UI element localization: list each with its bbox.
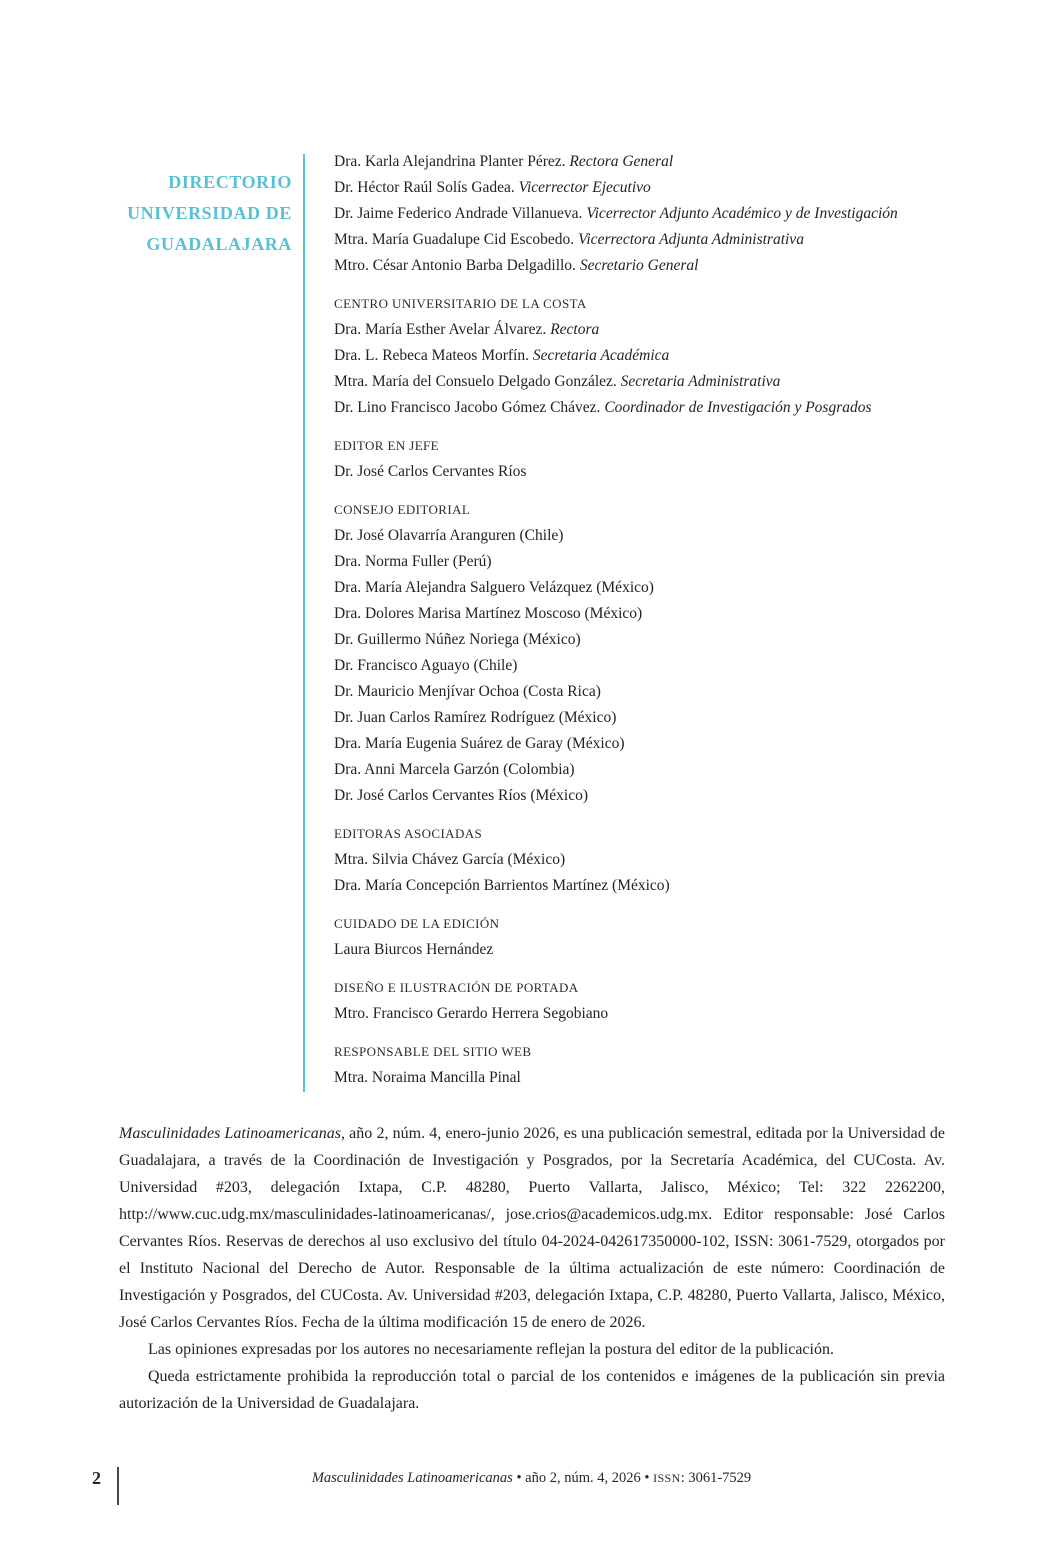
person-role: Vicerrectora Adjunta Administrativa <box>578 231 804 248</box>
directory-entry <box>334 847 982 873</box>
opinions-paragraph: Las opiniones expresadas por los autores no necesariamente reflejan la postura del editor de la publicación. <box>148 1341 834 1358</box>
person-role: Vicerrector Adjunto Académico y de Investigación <box>586 205 898 222</box>
directory-title <box>40 167 292 260</box>
directory-section <box>334 433 982 485</box>
page-number: 2 <box>92 1468 101 1488</box>
person-name: Dra. María Alejandra Salguero Velázquez (México) <box>334 579 654 596</box>
person-role: Coordinador de Investigación y Posgrados <box>604 399 872 416</box>
person-name: Mtra. María Guadalupe Cid Escobedo. <box>334 231 575 248</box>
directory-entry <box>334 1001 982 1027</box>
directory-entry <box>334 395 982 421</box>
person-name: Laura Biurcos Hernández <box>334 941 494 958</box>
person-name: Dr. Héctor Raúl Solís Gadea. <box>334 179 515 196</box>
journal-name: Masculinidades Latinoamericanas <box>119 1125 341 1142</box>
directory-entry <box>334 343 982 369</box>
directory-title-line-1: DIRECTORIO <box>168 172 292 192</box>
person-role: Rectora <box>550 321 600 338</box>
directory-section <box>334 1039 982 1091</box>
footer-journal-name: Masculinidades Latinoamericanas <box>311 1470 513 1486</box>
person-name: Dra. María Concepción Barrientos Martínez (México) <box>334 877 670 894</box>
directory-entry <box>334 523 982 549</box>
footer-issn-value: : 3061-7529 <box>680 1470 752 1486</box>
directory-entry <box>334 601 982 627</box>
directory-entry <box>334 149 982 175</box>
directory-section <box>334 149 982 279</box>
person-name: Dr. Francisco Aguayo (Chile) <box>334 657 518 674</box>
person-name: Dr. Mauricio Menjívar Ochoa (Costa Rica) <box>334 683 601 700</box>
directory-entry <box>334 627 982 653</box>
section-heading: RESPONSABLE DEL SITIO WEB <box>334 1044 532 1059</box>
directory-entry <box>334 679 982 705</box>
person-name: Dra. Karla Alejandrina Planter Pérez. <box>334 153 566 170</box>
person-name: Dr. Jaime Federico Andrade Villanueva. <box>334 205 583 222</box>
section-heading: CONSEJO EDITORIAL <box>334 502 471 517</box>
person-name: Dra. María Eugenia Suárez de Garay (México) <box>334 735 625 752</box>
section-heading: CENTRO UNIVERSITARIO DE LA COSTA <box>334 296 587 311</box>
person-name: Mtro. César Antonio Barba Delgadillo. <box>334 257 576 274</box>
directory-title-line-3: GUADALAJARA <box>146 234 292 254</box>
publication-info-text: , año 2, núm. 4, enero-junio 2026, es una publicación semestral, editada por la Universidad de Guadalajara, a través de la Coordinación de Investigación y Posgrados, por la Secretaría Académica, del CUCosta. Av. Universidad #203, delegación Ixtapa, C.P. 48280, Puerto Vallarta, Jalisco, México; Tel: 322 2262200, http://www.cuc.udg.mx/masculinidades-latinoamericanas/, jose.crios@academicos.udg.mx. Editor responsable: José Carlos Cervantes Ríos. Reservas de derechos al uso exclusivo del título 04-2024-042617350000-102, ISSN: 3061-7529, otorgados por el Instituto Nacional del Derecho de Autor. Responsable de la última actualización de este número: Coordinación de Investigación y Posgrados, del CUCosta. Av. Universidad #203, delegación Ixtapa, C.P. 48280, Puerto Vallarta, Jalisco, México, José Carlos Cervantes Ríos. Fecha de la última modificación 15 de enero de 2026. <box>119 1125 946 1331</box>
section-heading: EDITOR EN JEFE <box>334 438 440 453</box>
directory-entry <box>334 459 982 485</box>
footer-journal-line <box>0 1470 1063 1487</box>
directory-entry <box>334 227 982 253</box>
directory-section <box>334 497 982 809</box>
person-name: Dra. Anni Marcela Garzón (Colombia) <box>334 761 575 778</box>
person-name: Dr. Guillermo Núñez Noriega (México) <box>334 631 581 648</box>
directory-section <box>334 975 982 1027</box>
directory-entry <box>334 201 982 227</box>
directory-list <box>334 149 982 1091</box>
person-name: Dr. José Carlos Cervantes Ríos <box>334 463 527 480</box>
person-name: Mtra. Noraima Mancilla Pinal <box>334 1069 521 1086</box>
person-role: Secretaria Administrativa <box>620 373 781 390</box>
publication-info-paragraph <box>119 1120 945 1336</box>
directory-entry <box>334 549 982 575</box>
directory-entry <box>334 575 982 601</box>
person-name: Mtro. Francisco Gerardo Herrera Segobiano <box>334 1005 609 1022</box>
directory-entry <box>334 1065 982 1091</box>
directory-section <box>334 911 982 963</box>
directory-section <box>334 821 982 899</box>
directory-entry <box>334 175 982 201</box>
person-role: Vicerrector Ejecutivo <box>518 179 651 196</box>
section-heading: DISEÑO E ILUSTRACIÓN DE PORTADA <box>334 980 579 995</box>
directory-entry <box>334 783 982 809</box>
person-name: Dr. José Carlos Cervantes Ríos (México) <box>334 787 588 804</box>
directory-title-line-2: UNIVERSIDAD DE <box>127 203 292 223</box>
footer-issn-label: ISSN <box>653 1471 681 1485</box>
section-heading: EDITORAS ASOCIADAS <box>334 826 483 841</box>
directory-entry <box>334 705 982 731</box>
person-name: Dra. Dolores Marisa Martínez Moscoso (México) <box>334 605 643 622</box>
directory-entry <box>334 253 982 279</box>
directory-entry <box>334 653 982 679</box>
legal-notice <box>119 1120 945 1417</box>
directory-entry <box>334 317 982 343</box>
person-name: Mtra. Silvia Chávez García (México) <box>334 851 566 868</box>
directory-entry <box>334 757 982 783</box>
directory-entry <box>334 873 982 899</box>
directory-entry <box>334 731 982 757</box>
person-role: Rectora General <box>569 153 674 170</box>
footer-issue-info: • año 2, núm. 4, 2026 • <box>512 1470 654 1486</box>
person-name: Dr. Lino Francisco Jacobo Gómez Chávez. <box>334 399 601 416</box>
person-role: Secretario General <box>579 257 699 274</box>
person-name: Dr. José Olavarría Aranguren (Chile) <box>334 527 564 544</box>
person-name: Dr. Juan Carlos Ramírez Rodríguez (México) <box>334 709 617 726</box>
directory-entry <box>334 369 982 395</box>
section-heading: CUIDADO DE LA EDICIÓN <box>334 916 500 931</box>
person-name: Dra. L. Rebeca Mateos Morfín. <box>334 347 529 364</box>
person-name: Dra. Norma Fuller (Perú) <box>334 553 492 570</box>
directory-section <box>334 291 982 421</box>
person-name: Dra. María Esther Avelar Álvarez. <box>334 321 547 338</box>
reproduction-paragraph: Queda estrictamente prohibida la reproducción total o parcial de los contenidos e imágenes de la publicación sin previa autorización de la Universidad de Guadalajara. <box>119 1368 945 1412</box>
directory-entry <box>334 937 982 963</box>
person-name: Mtra. María del Consuelo Delgado González. <box>334 373 617 390</box>
person-role: Secretaria Académica <box>532 347 670 364</box>
directory-divider-line <box>303 154 305 1092</box>
